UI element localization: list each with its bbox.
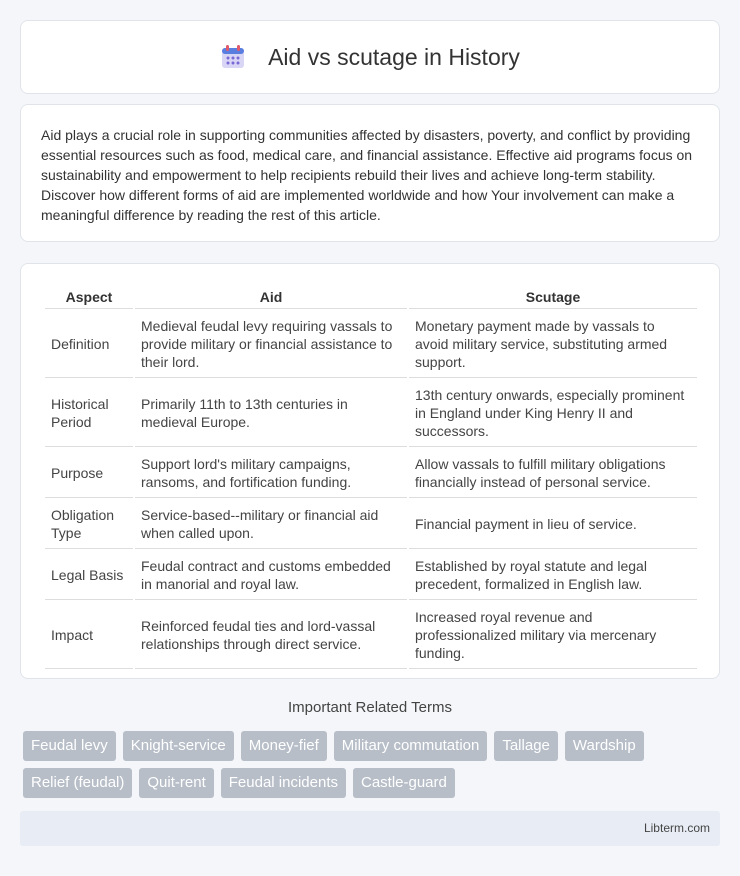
tag-feudal-incidents[interactable]: Feudal incidents	[221, 768, 346, 798]
table-row	[45, 602, 697, 669]
table-row	[45, 311, 697, 378]
table-row	[45, 551, 697, 600]
tag-knight-service[interactable]: Knight-service	[123, 731, 234, 761]
page-title	[220, 44, 520, 71]
cell-aid: Primarily 11th to 13th centuries in medieval Europe.	[135, 380, 407, 447]
related-terms-tags	[23, 731, 723, 805]
cell-aid: Support lord's military campaigns, ransoms, and fortification funding.	[135, 449, 407, 498]
cell-scutage: Increased royal revenue and professionalized military via mercenary funding.	[409, 602, 697, 669]
cell-scutage: Monetary payment made by vassals to avoid military service, substituting armed support.	[409, 311, 697, 378]
tag-wardship[interactable]: Wardship	[565, 731, 644, 761]
cell-scutage: 13th century onwards, especially prominent in England under King Henry II and successors.	[409, 380, 697, 447]
cell-aspect: Impact	[45, 602, 133, 669]
comparison-table-card	[20, 263, 720, 679]
header-aspect: Aspect	[45, 286, 133, 309]
cell-aid: Service-based--military or financial aid when called upon.	[135, 500, 407, 549]
footer-site-link[interactable]: Libterm.com	[643, 821, 710, 835]
cell-scutage: Financial payment in lieu of service.	[409, 500, 697, 549]
intro-text: Aid plays a crucial role in supporting communities affected by disasters, poverty, and conflict by providing essential resources such as food, medical care, and financial assistance. Effective aid programs focus on sustainability and empowerment to help recipients rebuild their lives and achieve long-term stability. Discover how different forms of aid are implemented worldwide and how Your involvement can make a meaningful difference by reading the rest of this article.	[41, 127, 693, 223]
cell-scutage: Allow vassals to fulfill military obligations financially instead of personal service.	[409, 449, 697, 498]
tag-feudal-levy[interactable]: Feudal levy	[23, 731, 116, 761]
tag-relief-feudal[interactable]: Relief (feudal)	[23, 768, 132, 798]
cell-aspect: Legal Basis	[45, 551, 133, 600]
tag-money-fief[interactable]: Money-fief	[241, 731, 327, 761]
cell-aid: Feudal contract and customs embedded in manorial and royal law.	[135, 551, 407, 600]
table-row	[45, 449, 697, 498]
calendar-icon	[220, 44, 246, 70]
intro-card	[20, 104, 720, 242]
cell-aspect: Definition	[45, 311, 133, 378]
table-header-row	[45, 286, 697, 309]
tag-military-commutation[interactable]: Military commutation	[334, 731, 488, 761]
cell-aspect: Purpose	[45, 449, 133, 498]
header-scutage: Scutage	[409, 286, 697, 309]
cell-aid: Medieval feudal levy requiring vassals to provide military or financial assistance to their lord.	[135, 311, 407, 378]
footer	[20, 811, 720, 846]
cell-scutage: Established by royal statute and legal precedent, formalized in English law.	[409, 551, 697, 600]
cell-aspect: Obligation Type	[45, 500, 133, 549]
table-row	[45, 500, 697, 549]
comparison-table	[43, 284, 699, 671]
tag-quit-rent[interactable]: Quit-rent	[139, 768, 213, 798]
cell-aspect: Historical Period	[45, 380, 133, 447]
cell-aid: Reinforced feudal ties and lord-vassal relationships through direct service.	[135, 602, 407, 669]
tag-tallage[interactable]: Tallage	[494, 731, 558, 761]
tag-castle-guard[interactable]: Castle-guard	[353, 768, 455, 798]
related-terms-title: Important Related Terms	[288, 699, 452, 716]
table-row	[45, 380, 697, 447]
title-card	[20, 20, 720, 94]
header-aid: Aid	[135, 286, 407, 309]
page-title-text: Aid vs scutage in History	[268, 43, 520, 70]
